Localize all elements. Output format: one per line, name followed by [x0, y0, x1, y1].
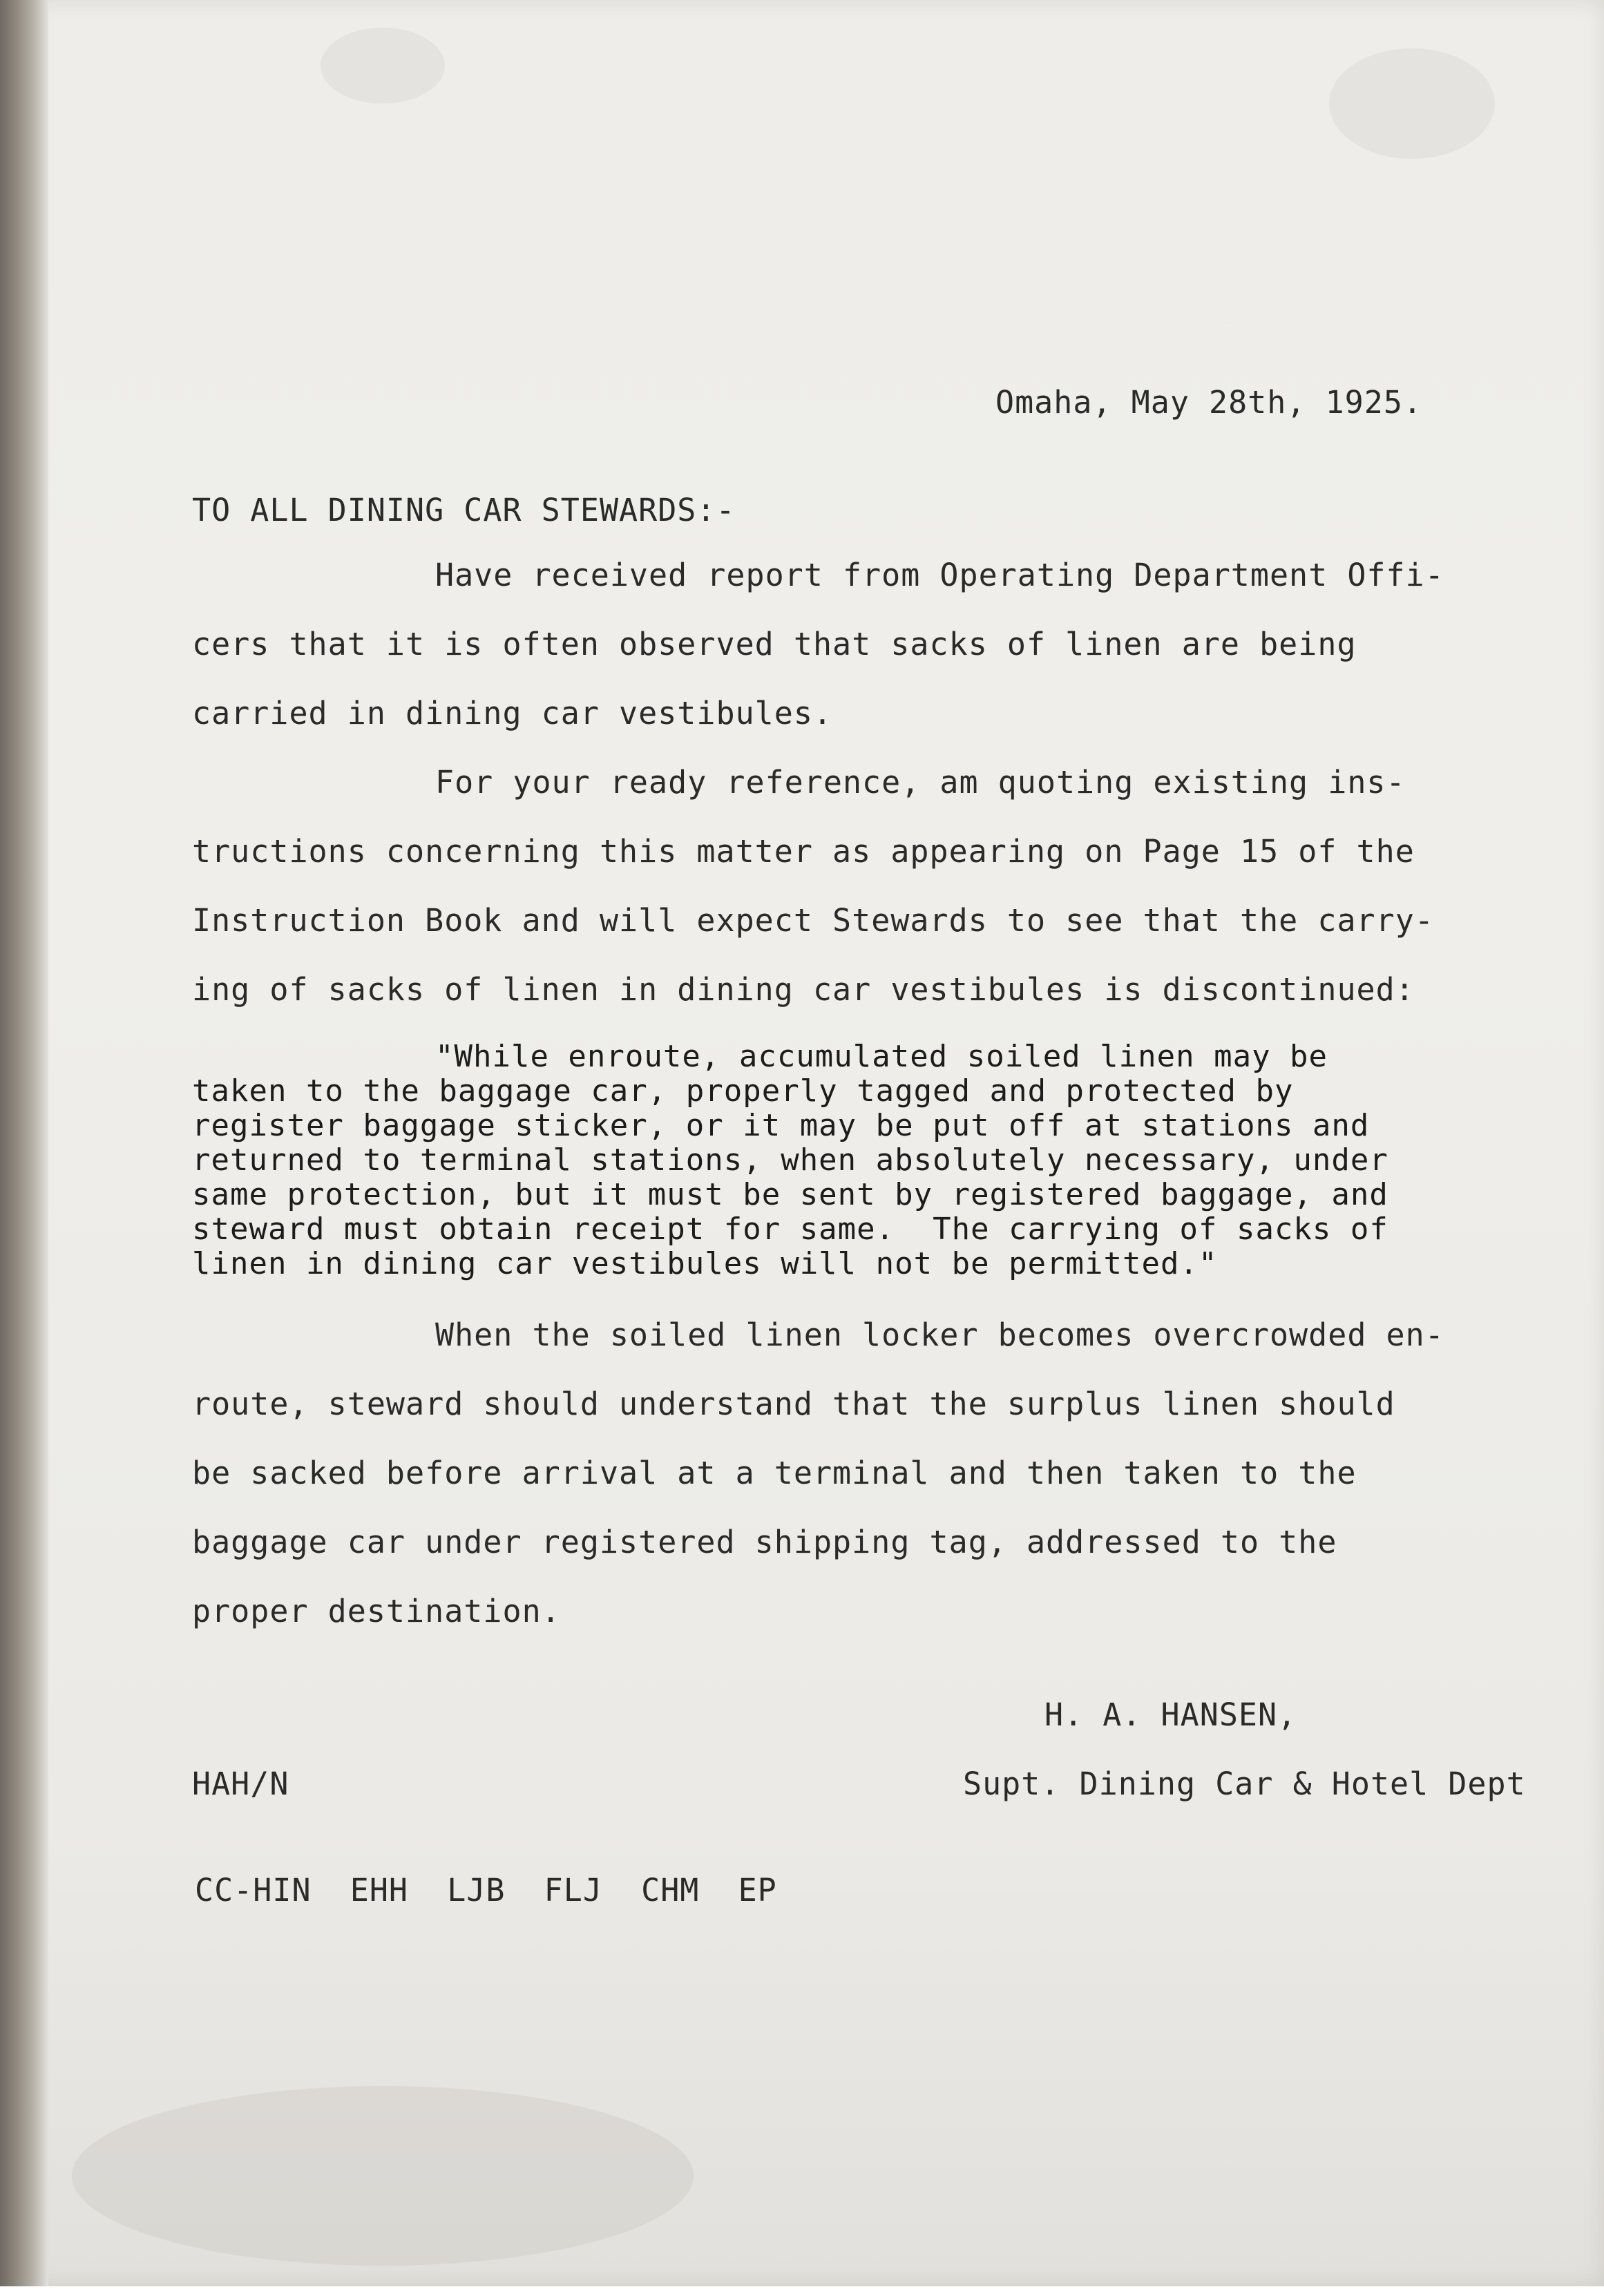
paragraph-2-line-1: For your ready reference, am quoting existing ins- [435, 764, 1406, 801]
paper-stain [1329, 48, 1495, 159]
paragraph-2-line-2: tructions concerning this matter as appearing on Page 15 of the [192, 833, 1415, 870]
paragraph-1-line-1: Have received report from Operating Department Offi- [435, 557, 1444, 593]
typist-initials: HAH/N [192, 1766, 289, 1802]
signature-title: Supt. Dining Car & Hotel Dept [963, 1766, 1526, 1802]
paragraph-1-line-3: carried in dining car vestibules. [192, 695, 833, 731]
quotation-line-4: returned to terminal stations, when absolutely necessary, under [192, 1142, 1388, 1178]
quotation-line-7: linen in dining car vestibules will not be permitted." [192, 1246, 1218, 1281]
paragraph-2-line-4: ing of sacks of linen in dining car vestibules is discontinued: [192, 971, 1415, 1008]
quotation-line-3: register baggage sticker, or it may be put off at stations and [192, 1108, 1370, 1143]
dateline: Omaha, May 28th, 1925. [995, 384, 1423, 421]
paper-stain [321, 28, 445, 104]
quotation-line-6: steward must obtain receipt for same. The carrying of sacks of [192, 1212, 1388, 1247]
paragraph-3-line-4: baggage car under registered shipping tag, addressed to the [192, 1524, 1337, 1560]
signature-name: H. A. HANSEN, [1044, 1696, 1297, 1733]
quotation-line-5: same protection, but it must be sent by registered baggage, and [192, 1177, 1388, 1212]
salutation: TO ALL DINING CAR STEWARDS:- [192, 492, 736, 528]
paragraph-3-line-3: be sacked before arrival at a terminal and then taken to the [192, 1455, 1357, 1491]
paragraph-3-line-5: proper destination. [192, 1593, 561, 1629]
quotation-line-1: "While enroute, accumulated soiled linen may be [435, 1039, 1328, 1074]
paper-stain [72, 2086, 694, 2266]
paper-left-edge [0, 0, 48, 2286]
paragraph-3-line-2: route, steward should understand that the surplus linen should [192, 1386, 1395, 1422]
paragraph-3-line-1: When the soiled linen locker becomes overcrowded en- [435, 1317, 1444, 1353]
carbon-copy-line: CC-HIN EHH LJB FLJ CHM EP [195, 1872, 777, 1908]
paragraph-1-line-2: cers that it is often observed that sacks of linen are being [192, 626, 1357, 662]
quotation-line-2: taken to the baggage car, properly tagged and protected by [192, 1073, 1294, 1109]
paragraph-2-line-3: Instruction Book and will expect Stewards to see that the carry- [192, 902, 1434, 939]
